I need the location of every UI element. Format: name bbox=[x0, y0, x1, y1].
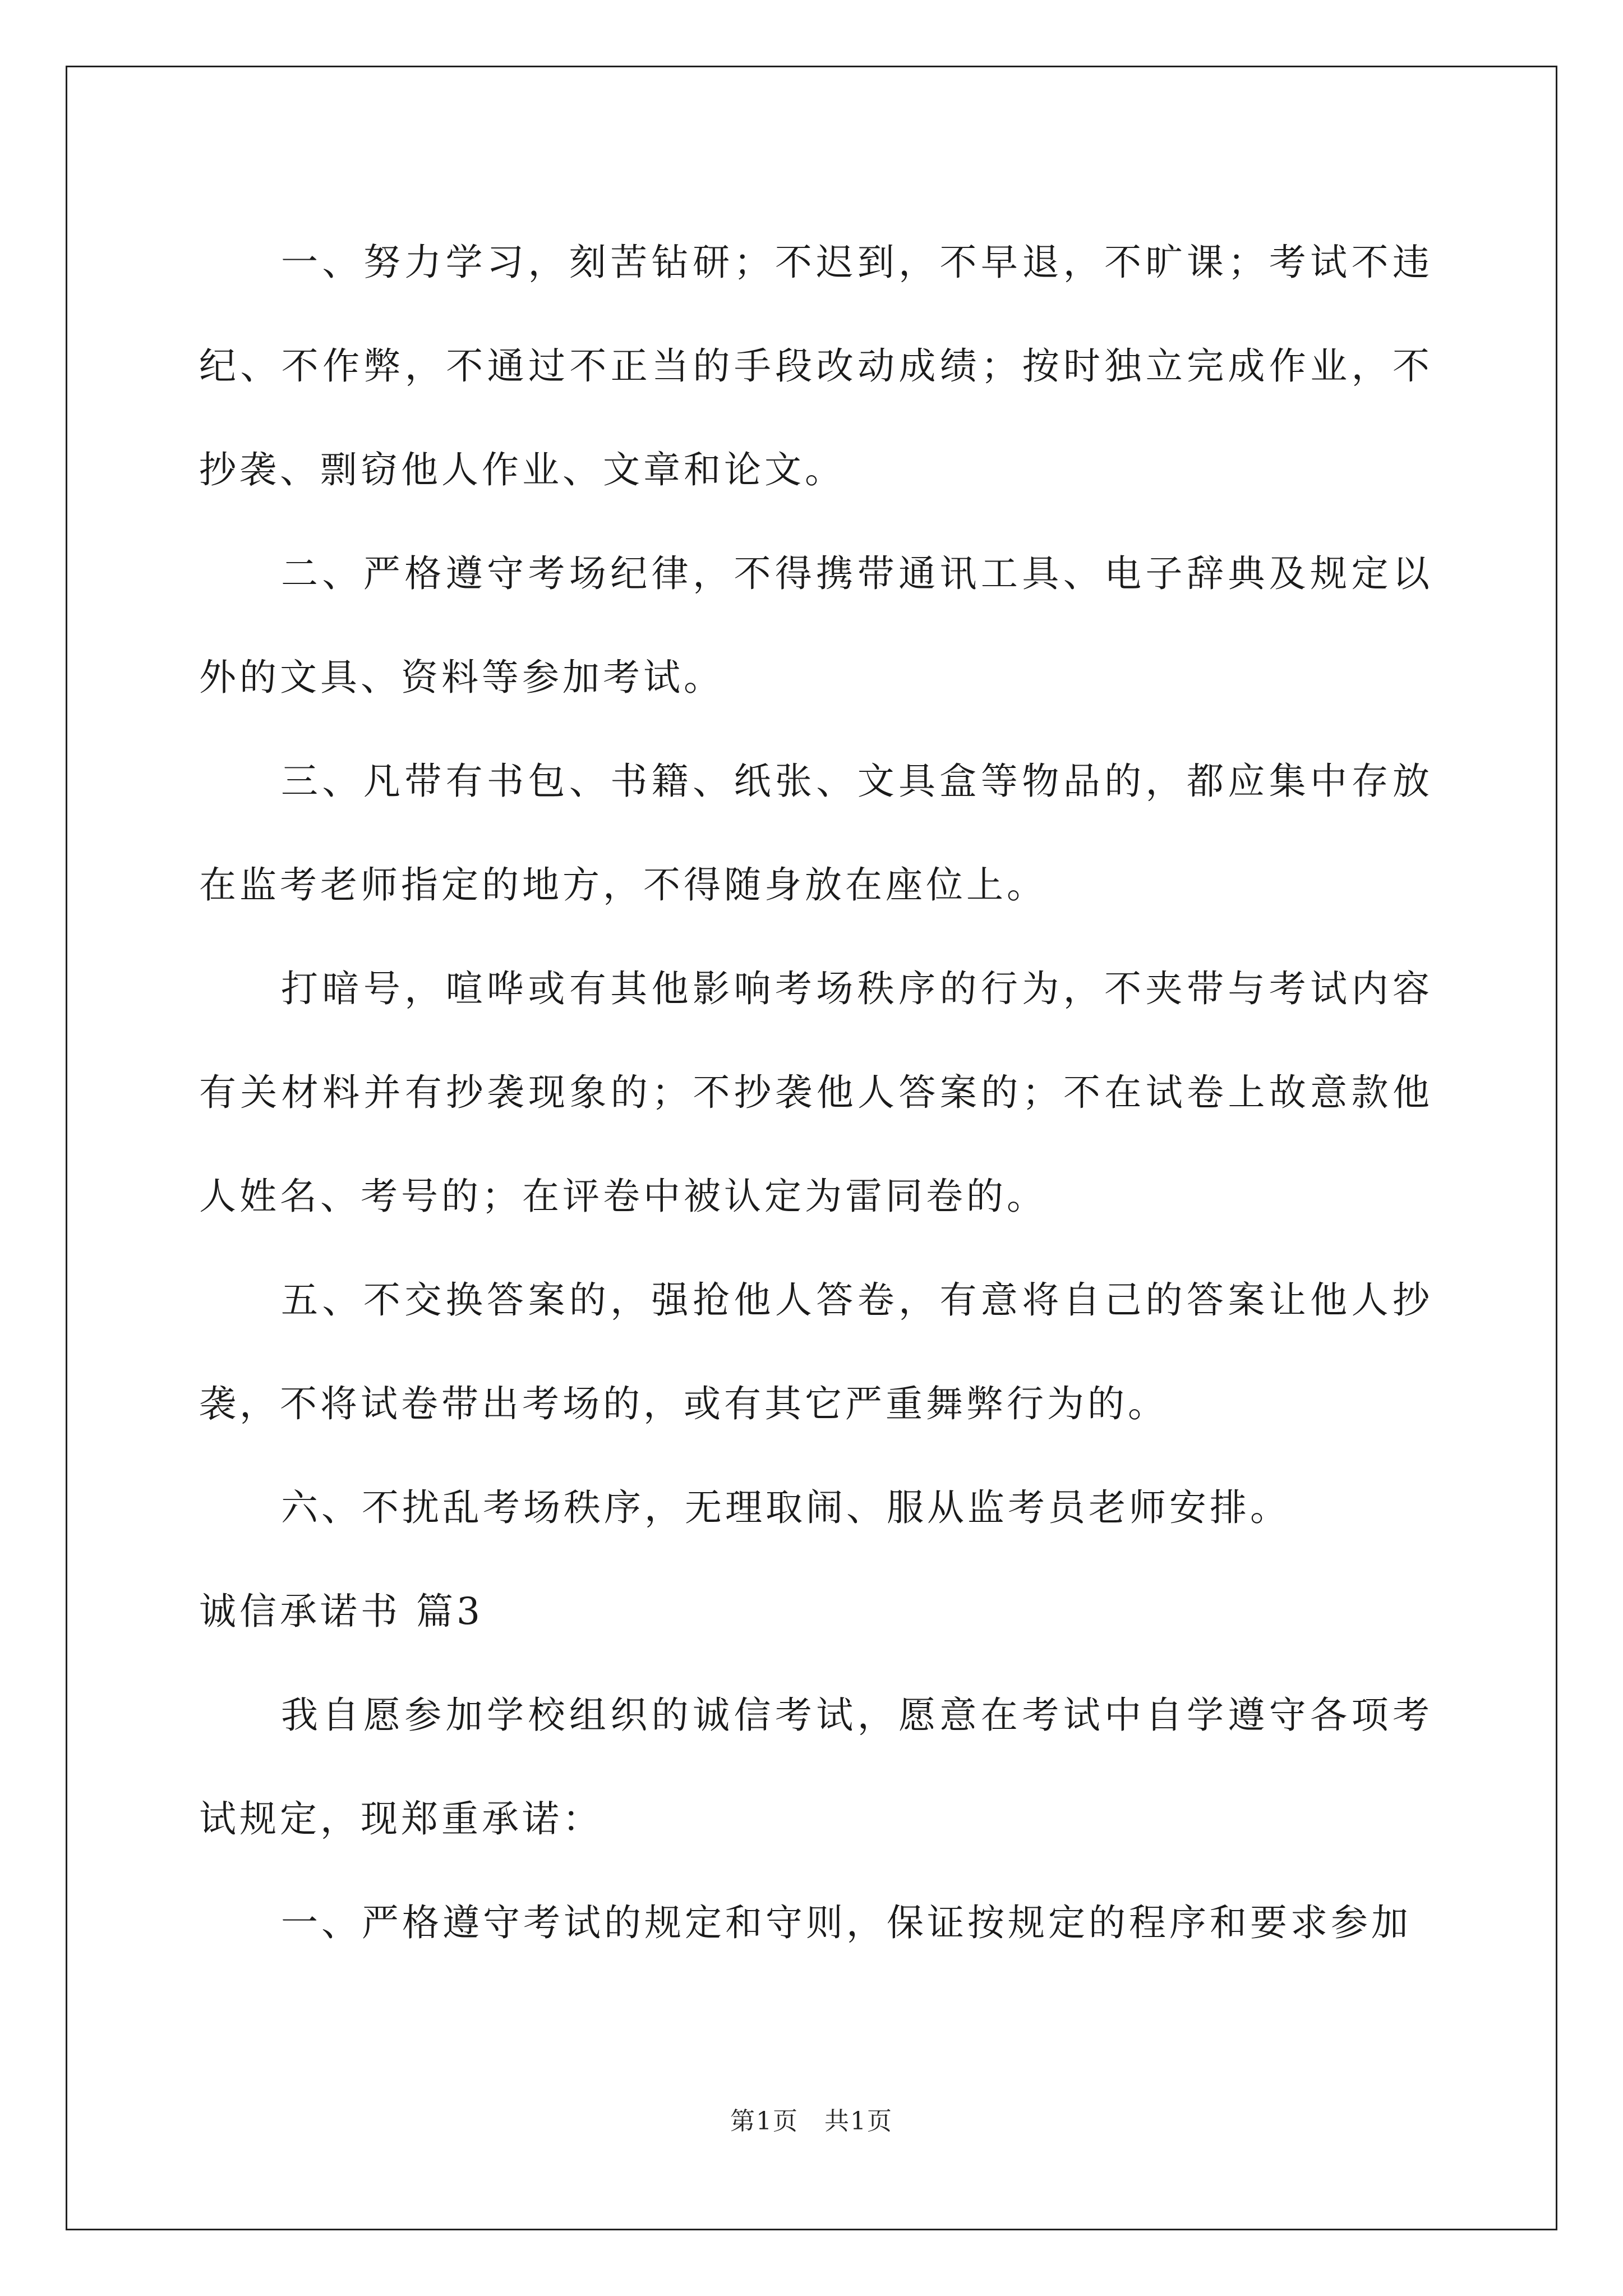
paragraph-3: 三、凡带有书包、书籍、纸张、文具盒等物品的，都应集中存放在监考老师指定的地方，不得随身放在座位上。 bbox=[199, 760, 1433, 907]
paragraph-2: 二、严格遵守考场纪律，不得携带通讯工具、电子辞典及规定以外的文具、资料等参加考试。 bbox=[199, 552, 1433, 699]
page-number-footer: 第1页 共1页 bbox=[730, 2107, 893, 2136]
document-body bbox=[199, 210, 1433, 1975]
paragraph-6: 六、不扰乱考场秩序，无理取闹、服从监考员老师安排。 bbox=[281, 1486, 1290, 1529]
paragraph-1: 一、努力学习，刻苦钻研；不迟到，不早退，不旷课；考试不违纪、不作弊，不通过不正当的手段改动成绩；按时独立完成作业，不抄袭、剽窃他人作业、文章和论文。 bbox=[199, 241, 1433, 491]
paragraph-7: 我自愿参加学校组织的诚信考试，愿意在考试中自学遵守各项考试规定，现郑重承诺： bbox=[199, 1694, 1433, 1841]
paragraph-4: 打暗号，喧哗或有其他影响考场秩序的行为，不夹带与考试内容有关材料并有抄袭现象的；不抄袭他人答案的；不在试卷上故意款他人姓名、考号的；在评卷中被认定为雷同卷的。 bbox=[199, 967, 1433, 1218]
paragraph-5: 五、不交换答案的，强抢他人答卷，有意将自己的答案让他人抄袭，不将试卷带出考场的，或有其它严重舞弊行为的。 bbox=[199, 1278, 1433, 1425]
section-heading: 诚信承诺书 篇3 bbox=[199, 1590, 483, 1633]
paragraph-8: 一、严格遵守考试的规定和守则，保证按规定的程序和要求参加 bbox=[281, 1901, 1412, 1944]
